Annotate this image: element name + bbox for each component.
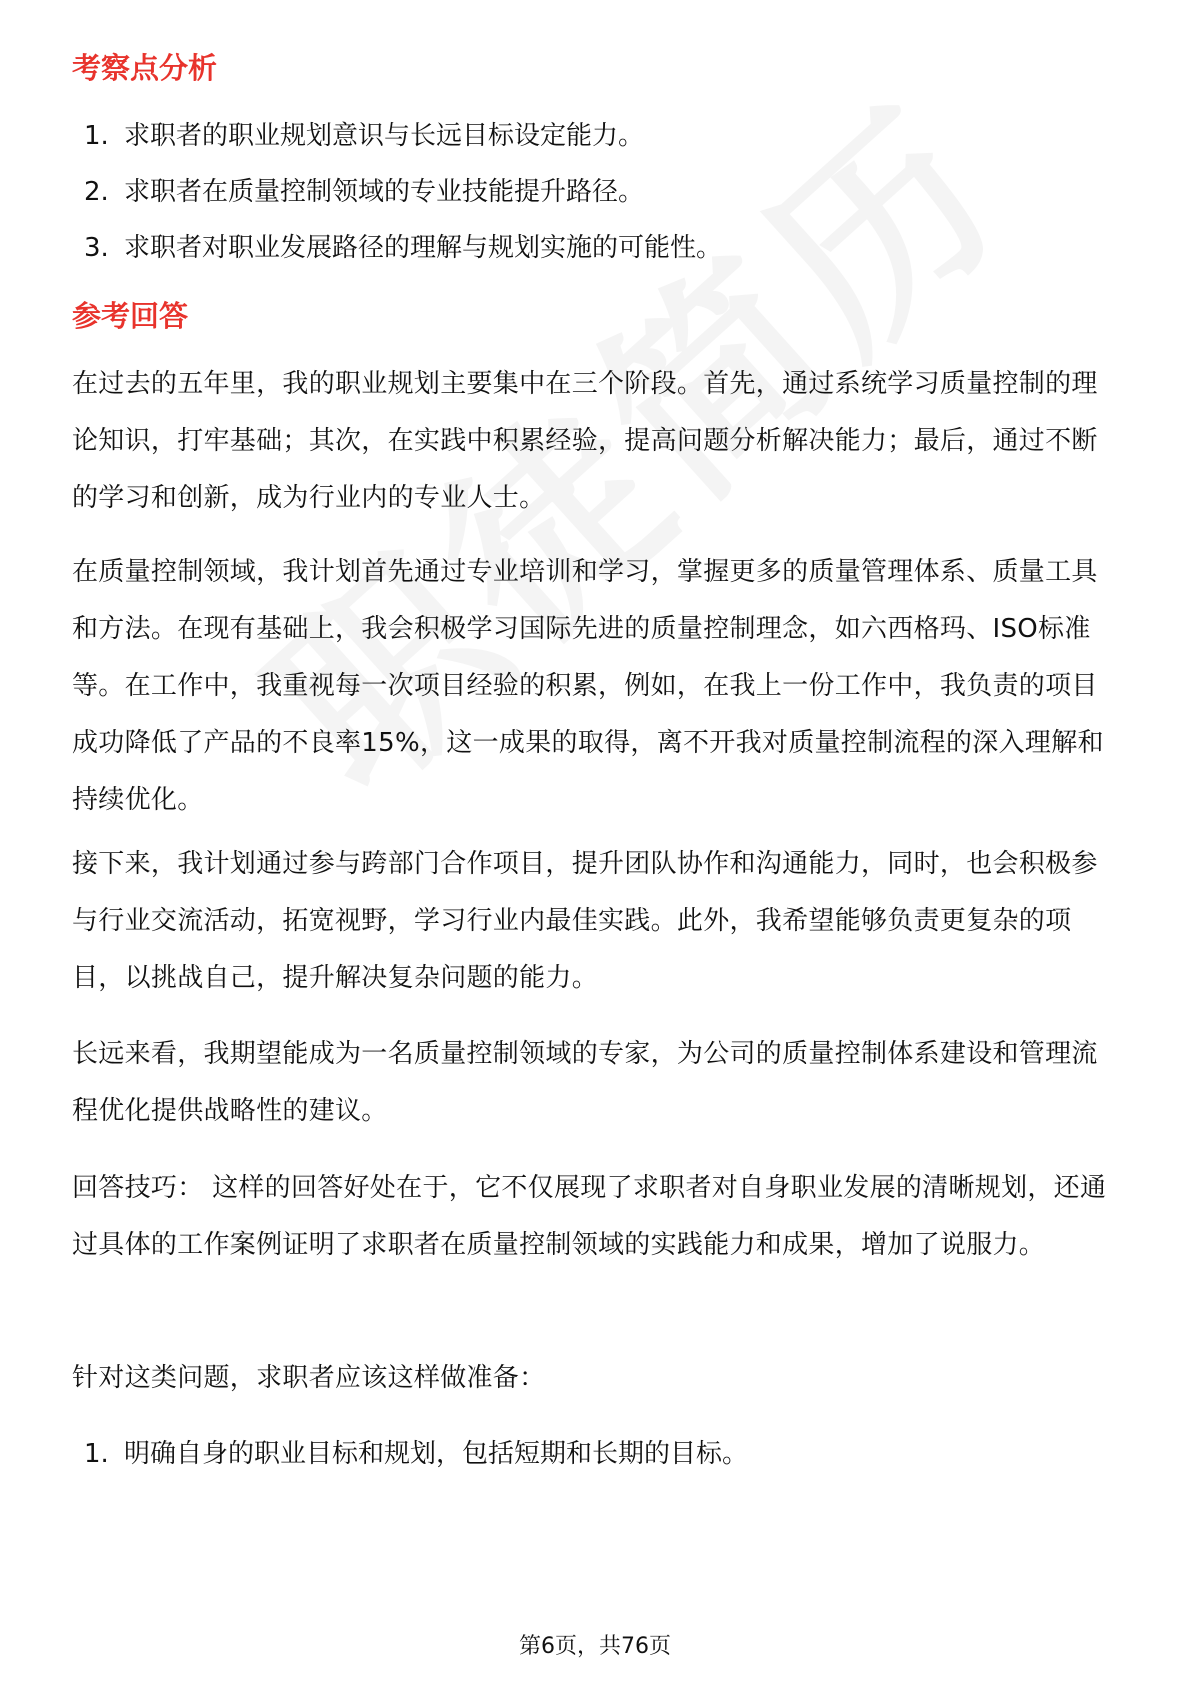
answer-paragraph: 在质量控制领域，我计划首先通过专业培训和学习，掌握更多的质量管理体系、质量工具和方法。在现有基础上，我会积极学习国际先进的质量控制理念，如六西格玛、ISO标准等。在工作中，我重视每一次项目经验的积累，例如，在我上一份工作中，我负责的项目成功降低了产品的不良率15%，这一成果的取得，离不开我对质量控制流程的深入理解和持续优化。 [72, 557, 1104, 815]
list-item [84, 108, 722, 164]
answer-tips-paragraph: 回答技巧： 这样的回答好处在于，它不仅展现了求职者对自身职业发展的清晰规划，还通过具体的工作案例证明了求职者在质量控制领域的实践能力和成果，增加了说服力。 [72, 1173, 1107, 1260]
list-number: 1. [84, 1439, 109, 1469]
section-title-analysis: 考察点分析 [72, 51, 218, 85]
list-number: 3. [84, 233, 109, 263]
list-number: 1. [84, 121, 109, 151]
answer-paragraph: 长远来看，我期望能成为一名质量控制领域的专家，为公司的质量控制体系建设和管理流程优化提供战略性的建议。 [72, 1039, 1098, 1126]
preparation-list [84, 1426, 748, 1482]
list-text: 明确自身的职业目标和规划，包括短期和长期的目标。 [124, 1439, 749, 1469]
list-item [84, 220, 722, 276]
list-item [84, 164, 722, 220]
page-number-footer: 第6页，共76页 [519, 1634, 671, 1659]
list-text: 求职者的职业规划意识与长远目标设定能力。 [124, 121, 645, 151]
section-title-reference-answer: 参考回答 [72, 299, 189, 333]
preparation-intro: 针对这类问题，求职者应该这样做准备： [72, 1363, 546, 1393]
answer-paragraph: 接下来，我计划通过参与跨部门合作项目，提升团队协作和沟通能力，同时，也会积极参与行业交流活动，拓宽视野，学习行业内最佳实践。此外，我希望能够负责更复杂的项目，以挑战自己，提升解决复杂问题的能力。 [72, 849, 1098, 993]
list-item [84, 1426, 748, 1482]
list-number: 2. [84, 177, 109, 207]
list-text: 求职者对职业发展路径的理解与规划实施的可能性。 [124, 233, 723, 263]
list-text: 求职者在质量控制领域的专业技能提升路径。 [124, 177, 645, 207]
answer-paragraph: 在过去的五年里，我的职业规划主要集中在三个阶段。首先，通过系统学习质量控制的理论知识，打牢基础；其次，在实践中积累经验，提高问题分析解决能力；最后，通过不断的学习和创新，成为行业内的专业人士。 [72, 369, 1098, 513]
analysis-list [84, 108, 722, 276]
